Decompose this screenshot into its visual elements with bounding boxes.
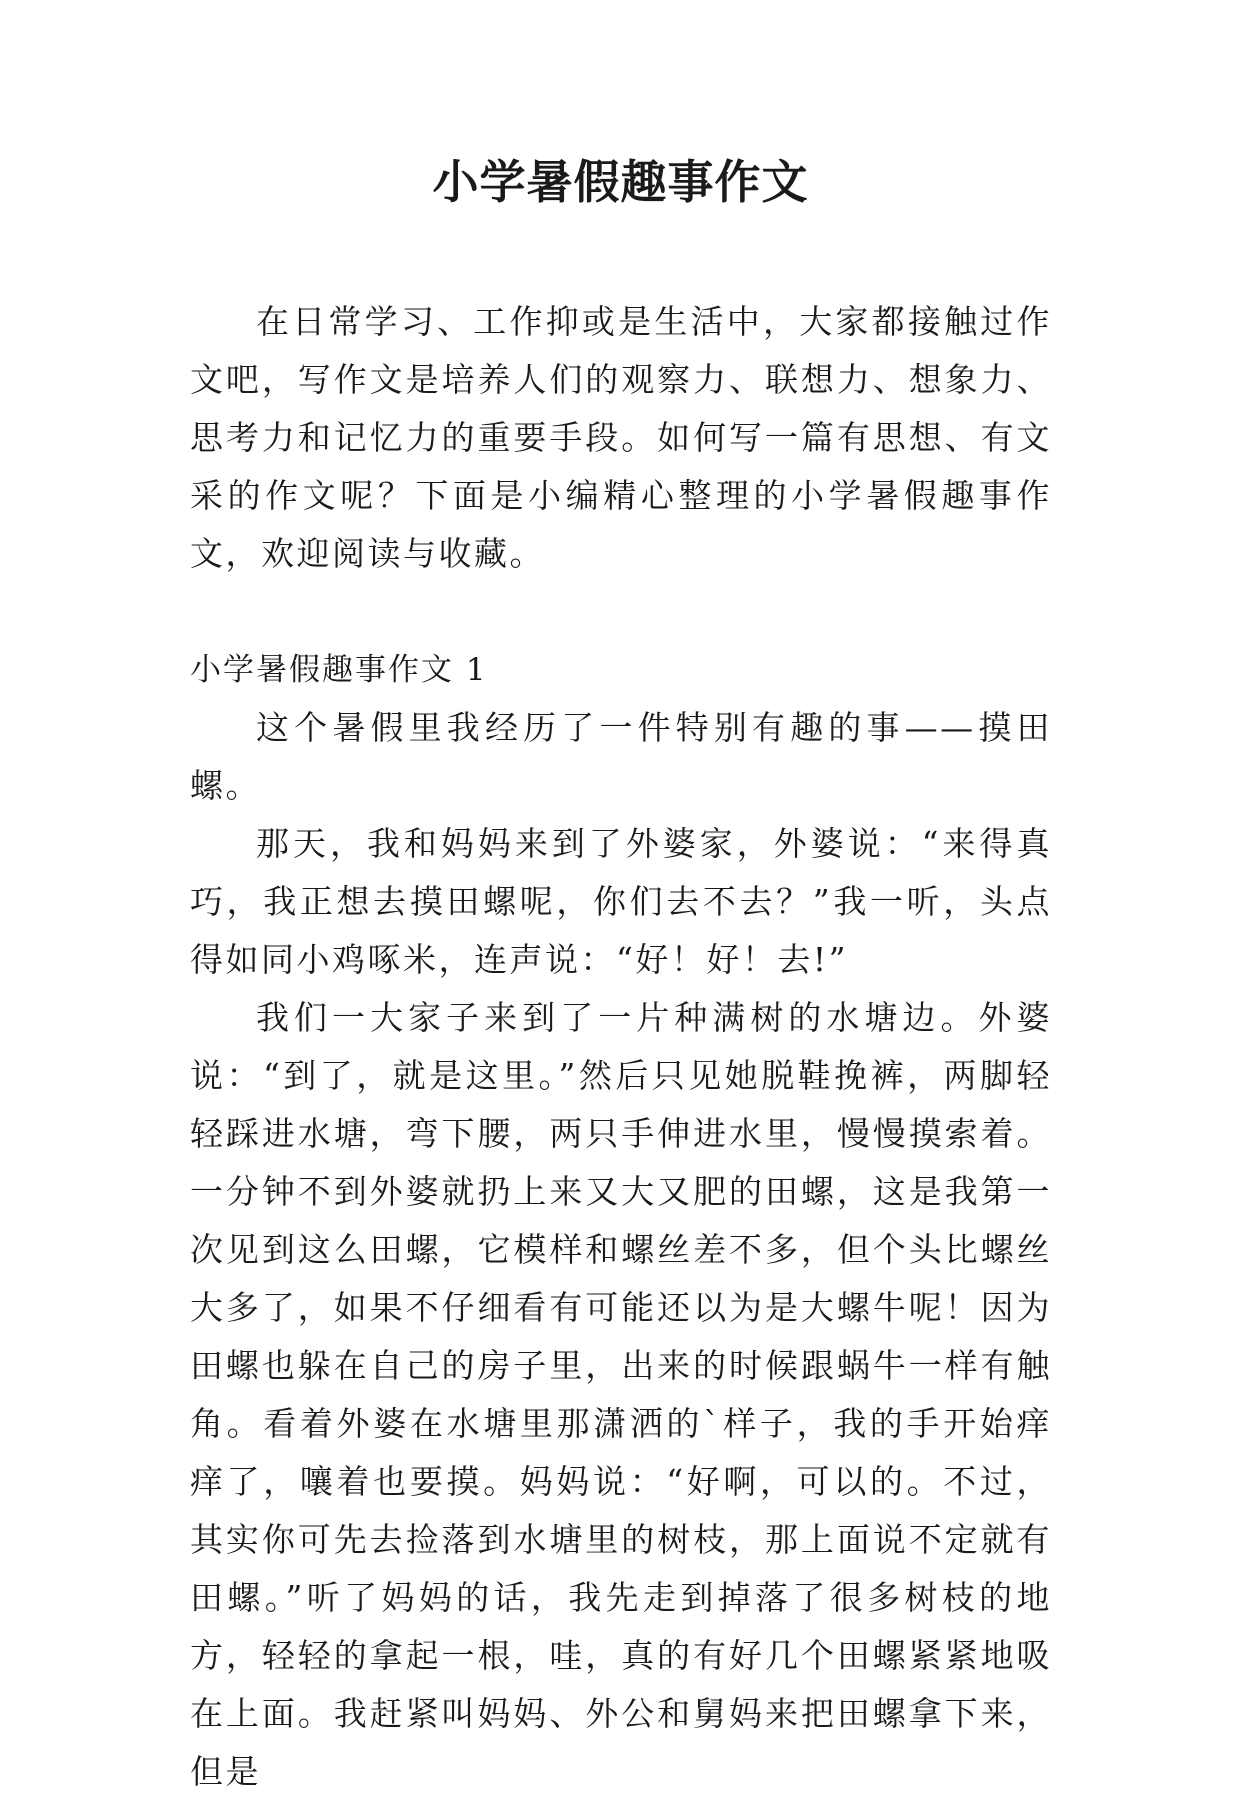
body-paragraph: 那天，我和妈妈来到了外婆家，外婆说：“来得真巧，我正想去摸田螺呢，你们去不去？”我一听，头点得如同小鸡啄米，连声说：“好！好！去!” bbox=[190, 824, 1052, 979]
body-paragraph: 我们一大家子来到了一片种满树的水塘边。外婆说：“到了，就是这里。”然后只见她脱鞋挽裤，两脚轻轻踩进水塘，弯下腰，两只手伸进水里，慢慢摸索着。一分钟不到外婆就扔上来又大又肥的田螺，这是我第一次见到这么田螺，它模样和螺丝差不多，但个头比螺丝大多了，如果不仔细看有可能还以为是大螺牛呢！因为田螺也躲在自己的房子里，出来的时候跟蜗牛一样有触角。看着外婆在水塘里那潇洒的`样子，我的手开始痒痒了，嚷着也要摸。妈妈说：“好啊，可以的。不过，其实你可先去捡落到水塘里的树枝，那上面说不定就有田螺。”听了妈妈的话，我先走到掉落了很多树枝的地方，轻轻的拿起一根，哇，真的有好几个田螺紧紧地吸在上面。我赶紧叫妈妈、外公和舅妈来把田螺拿下来，但是 bbox=[190, 998, 1052, 1791]
body-paragraph: 这个暑假里我经历了一件特别有趣的事——摸田螺。 bbox=[190, 708, 1052, 805]
document-title: 小学暑假趣事作文 bbox=[432, 155, 809, 209]
section-heading: 小学暑假趣事作文 1 bbox=[190, 652, 488, 688]
intro-paragraph: 在日常学习、工作抑或是生活中，大家都接触过作文吧，写作文是培养人们的观察力、联想力、想象力、思考力和记忆力的重要手段。如何写一篇有思想、有文采的作文呢？下面是小编精心整理的小学暑假趣事作文，欢迎阅读与收藏。 bbox=[190, 302, 1052, 573]
document-body bbox=[190, 293, 1052, 1801]
